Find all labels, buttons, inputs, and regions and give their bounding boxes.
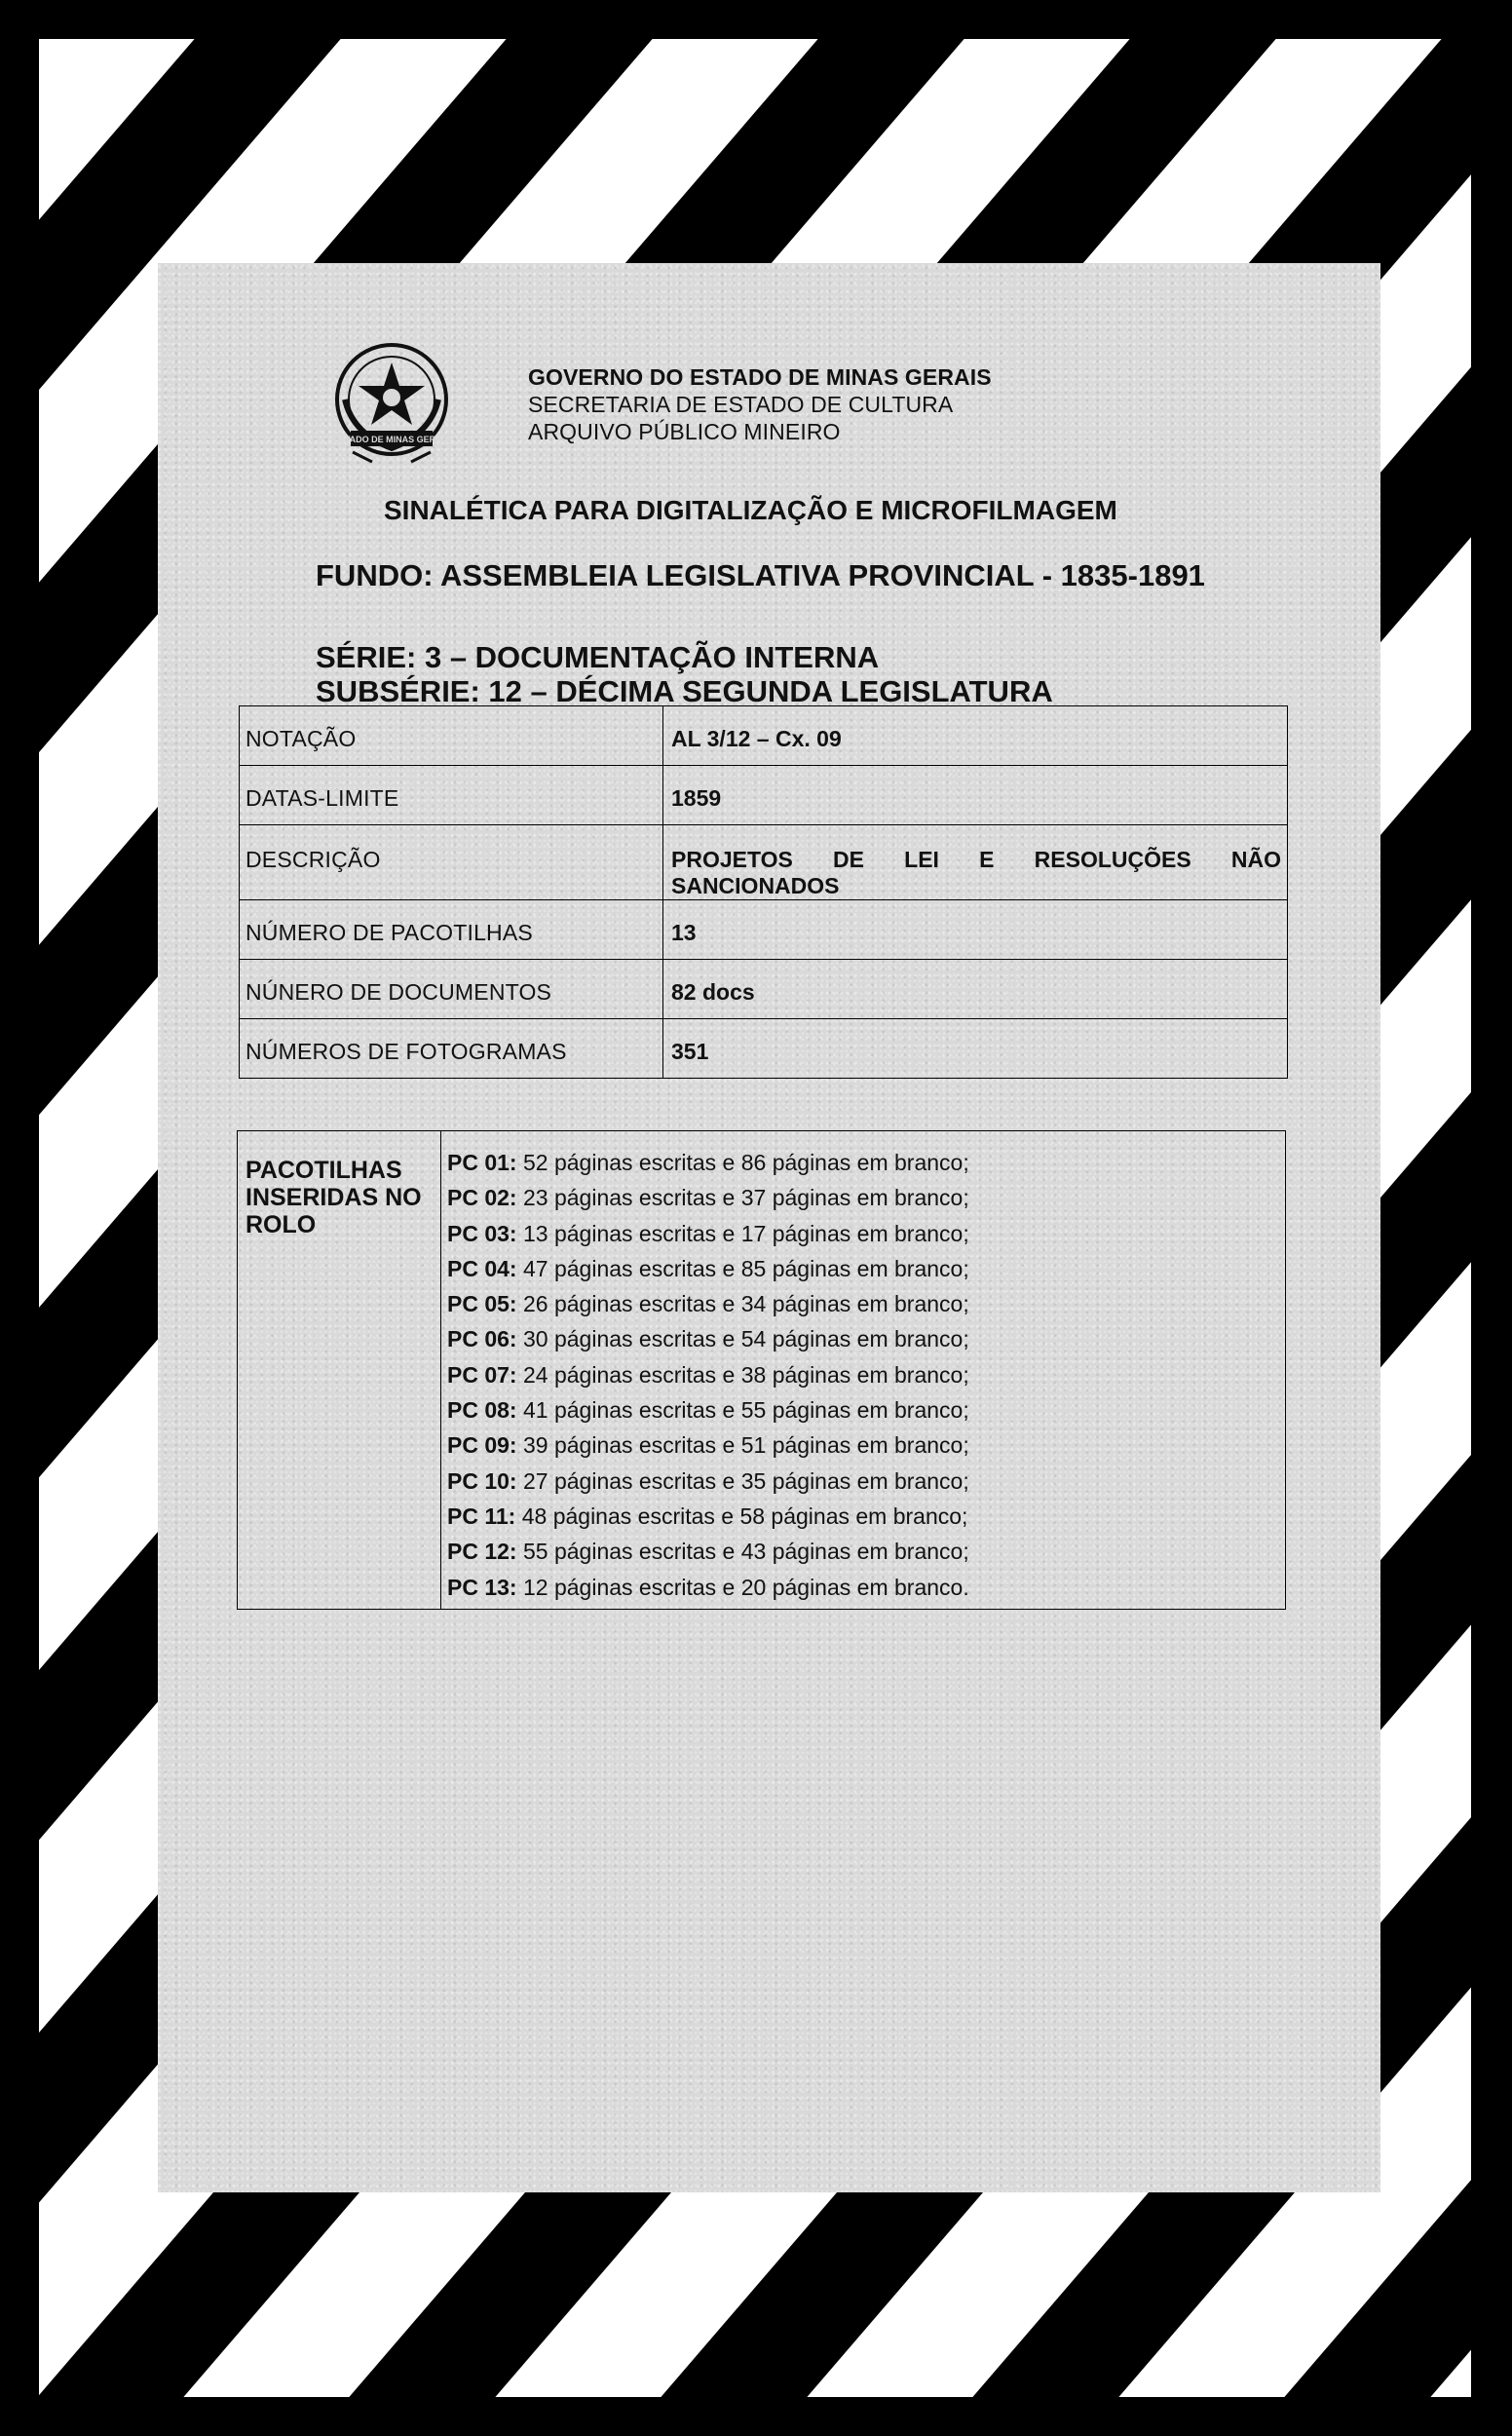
pacotilha-description: 41 páginas escritas e 55 páginas em branco; bbox=[516, 1397, 969, 1424]
metadata-table bbox=[239, 705, 1288, 1079]
list-item bbox=[447, 1286, 1285, 1321]
list-item bbox=[447, 1499, 1285, 1534]
notacao-label: NOTAÇÃO bbox=[240, 706, 663, 766]
table-row bbox=[240, 706, 1288, 766]
pacotilha-description: 24 páginas escritas e 38 páginas em branco; bbox=[516, 1361, 969, 1388]
fundo-line: FUNDO: ASSEMBLEIA LEGISLATIVA PROVINCIAL - 1835-1891 bbox=[316, 558, 1205, 592]
list-item bbox=[447, 1570, 1285, 1605]
numero-pacotilhas-label: NÚMERO DE PACOTILHAS bbox=[240, 900, 663, 960]
pacotilhas-label: PACOTILHAS INSERIDAS NO ROLO bbox=[238, 1131, 441, 1610]
pacotilha-code: PC 08: bbox=[447, 1397, 517, 1424]
list-item bbox=[447, 1534, 1285, 1569]
pacotilha-description: 52 páginas escritas e 86 páginas em branco; bbox=[516, 1150, 969, 1175]
pacotilha-code: PC 10: bbox=[447, 1467, 517, 1494]
pacotilha-description: 48 páginas escritas e 58 páginas em branco; bbox=[515, 1503, 968, 1529]
table-row bbox=[238, 1131, 1286, 1610]
descricao-label: DESCRIÇÃO bbox=[240, 825, 663, 900]
numero-pacotilhas-value: 13 bbox=[663, 900, 1288, 960]
pacotilhas-table bbox=[237, 1130, 1286, 1610]
table-row bbox=[240, 900, 1288, 960]
list-item bbox=[447, 1392, 1285, 1427]
datas-limite-label: DATAS-LIMITE bbox=[240, 766, 663, 825]
pacotilha-description: 39 páginas escritas e 51 páginas em branco; bbox=[516, 1432, 969, 1459]
pacotilha-code: PC 09: bbox=[447, 1432, 517, 1459]
pacotilha-code: PC 06: bbox=[447, 1326, 517, 1352]
list-item bbox=[447, 1251, 1285, 1286]
header-government: GOVERNO DO ESTADO DE MINAS GERAIS bbox=[528, 364, 992, 390]
pacotilhas-list bbox=[441, 1131, 1286, 1610]
pacotilha-description: 55 páginas escritas e 43 páginas em branco; bbox=[516, 1539, 969, 1565]
pacotilha-code: PC 11: bbox=[447, 1503, 516, 1529]
table-row bbox=[240, 825, 1288, 900]
pacotilha-description: 47 páginas escritas e 85 páginas em branco; bbox=[516, 1255, 969, 1281]
pacotilha-code: PC 05: bbox=[447, 1291, 517, 1317]
pacotilha-code: PC 03: bbox=[447, 1220, 517, 1246]
table-row bbox=[240, 960, 1288, 1019]
subserie-line: SUBSÉRIE: 12 – DÉCIMA SEGUNDA LEGISLATURA bbox=[316, 674, 1053, 708]
pacotilha-code: PC 07: bbox=[447, 1361, 517, 1388]
list-item bbox=[447, 1357, 1285, 1392]
table-row bbox=[240, 1019, 1288, 1079]
serie-line: SÉRIE: 3 – DOCUMENTAÇÃO INTERNA bbox=[316, 640, 880, 674]
numero-documentos-label: NÚNERO DE DOCUMENTOS bbox=[240, 960, 663, 1019]
pacotilha-description: 27 páginas escritas e 35 páginas em branco; bbox=[516, 1467, 969, 1494]
pacotilha-description: 26 páginas escritas e 34 páginas em branco; bbox=[516, 1291, 969, 1317]
document-title: SINALÉTICA PARA DIGITALIZAÇÃO E MICROFILMAGEM bbox=[384, 495, 1117, 525]
pacotilha-code: PC 04: bbox=[447, 1255, 517, 1281]
pacotilha-description: 13 páginas escritas e 17 páginas em branco; bbox=[516, 1220, 969, 1246]
list-item bbox=[447, 1180, 1285, 1215]
pacotilha-description: 12 páginas escritas e 20 páginas em branco. bbox=[516, 1574, 969, 1600]
svg-text:ESTADO DE MINAS GERAIS: ESTADO DE MINAS GERAIS bbox=[332, 435, 451, 444]
minas-gerais-seal-icon bbox=[323, 341, 460, 468]
header-secretariat: SECRETARIA DE ESTADO DE CULTURA bbox=[528, 392, 954, 417]
datas-limite-value: 1859 bbox=[663, 766, 1288, 825]
numero-documentos-value: 82 docs bbox=[663, 960, 1288, 1019]
pacotilha-description: 30 páginas escritas e 54 páginas em branco; bbox=[516, 1326, 969, 1352]
pacotilha-code: PC 13: bbox=[447, 1574, 517, 1600]
document-sheet bbox=[158, 263, 1380, 2192]
numero-fotogramas-label: NÚMEROS DE FOTOGRAMAS bbox=[240, 1019, 663, 1079]
pacotilha-code: PC 02: bbox=[447, 1185, 517, 1211]
list-item bbox=[447, 1145, 1285, 1180]
header-archive: ARQUIVO PÚBLICO MINEIRO bbox=[528, 419, 841, 444]
pacotilha-description: 23 páginas escritas e 37 páginas em branco; bbox=[516, 1185, 969, 1211]
descricao-value: PROJETOS DE LEI E RESOLUÇÕES NÃO SANCIONADOS bbox=[663, 825, 1288, 900]
notacao-value: AL 3/12 – Cx. 09 bbox=[663, 706, 1288, 766]
list-item bbox=[447, 1216, 1285, 1251]
list-item bbox=[447, 1464, 1285, 1499]
pacotilha-code: PC 01: bbox=[447, 1150, 517, 1175]
table-row bbox=[240, 766, 1288, 825]
pacotilha-code: PC 12: bbox=[447, 1539, 517, 1565]
numero-fotogramas-value: 351 bbox=[663, 1019, 1288, 1079]
list-item bbox=[447, 1321, 1285, 1356]
list-item bbox=[447, 1427, 1285, 1463]
